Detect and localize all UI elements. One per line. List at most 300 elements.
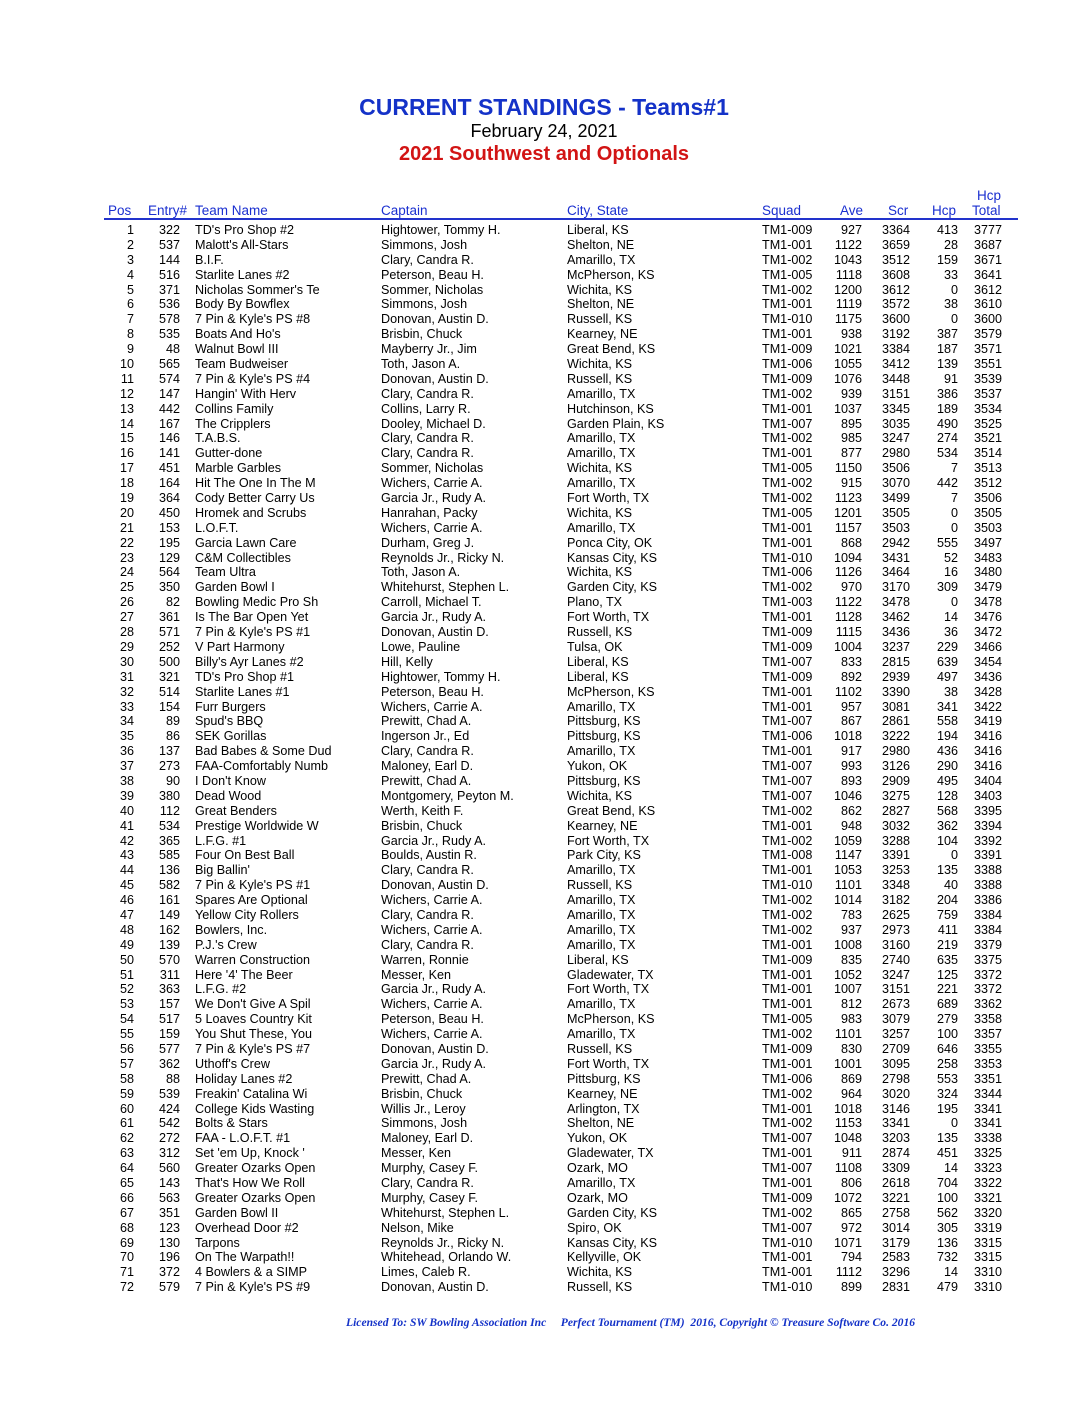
entry-cell: 159 xyxy=(158,1027,180,1042)
squad-cell: TM1-002 xyxy=(762,907,813,922)
hcp-total-cell: 3777 xyxy=(973,223,1002,237)
table-row xyxy=(0,759,1088,774)
entry-cell: 577 xyxy=(158,1041,180,1056)
ave-cell: 1037 xyxy=(833,401,862,416)
squad-cell: TM1-007 xyxy=(762,1161,813,1176)
team-name-cell: You Shut These, You xyxy=(195,1027,312,1042)
hcp-total-cell: 3388 xyxy=(973,878,1002,893)
pos-cell: 72 xyxy=(119,1280,134,1295)
ave-cell: 877 xyxy=(840,446,862,461)
hcp-total-cell: 3641 xyxy=(973,267,1002,282)
squad-cell: TM1-007 xyxy=(762,1220,813,1235)
captain-cell: Messer, Ken xyxy=(381,1146,451,1161)
hcp-cell: 136 xyxy=(936,1235,958,1250)
table-row xyxy=(0,819,1088,834)
hcp-cell: 274 xyxy=(936,431,958,446)
city-state-cell: Kellyville, OK xyxy=(567,1250,642,1265)
captain-cell: Donovan, Austin D. xyxy=(381,371,489,386)
city-state-cell: Wichita, KS xyxy=(567,788,633,803)
squad-cell: TM1-002 xyxy=(762,282,813,297)
squad-cell: TM1-010 xyxy=(762,1280,813,1295)
squad-cell: TM1-001 xyxy=(762,327,813,342)
ave-cell: 937 xyxy=(840,922,862,937)
hcp-total-cell: 3353 xyxy=(973,1056,1002,1071)
hcp-total-cell: 3310 xyxy=(973,1280,1002,1295)
hcp-total-cell: 3454 xyxy=(973,654,1002,669)
scr-cell: 3032 xyxy=(881,818,910,833)
scr-cell: 3151 xyxy=(881,386,910,401)
table-row xyxy=(0,1012,1088,1027)
city-state-cell: Liberal, KS xyxy=(567,654,629,669)
hcp-total-cell: 3428 xyxy=(973,684,1002,699)
hcp-total-cell: 3416 xyxy=(973,729,1002,744)
city-state-cell: Amarillo, TX xyxy=(567,937,636,952)
team-name-cell: Warren Construction xyxy=(195,952,311,967)
ave-cell: 893 xyxy=(840,773,862,788)
scr-cell: 3095 xyxy=(881,1056,910,1071)
ave-cell: 869 xyxy=(840,1071,862,1086)
team-name-cell: Gutter-done xyxy=(195,446,263,461)
hcp-total-cell: 3395 xyxy=(973,803,1002,818)
captain-cell: Sommer, Nicholas xyxy=(381,282,484,297)
hcp-cell: 635 xyxy=(936,952,958,967)
scr-cell: 3288 xyxy=(881,833,910,848)
hcp-cell: 413 xyxy=(936,223,958,237)
team-name-cell: Collins Family xyxy=(195,401,274,416)
entry-cell: 362 xyxy=(158,1056,180,1071)
scr-cell: 2861 xyxy=(881,714,910,729)
hcp-cell: 0 xyxy=(950,595,958,610)
scr-cell: 3464 xyxy=(881,565,910,580)
pos-cell: 48 xyxy=(119,922,134,937)
pos-cell: 44 xyxy=(119,863,134,878)
city-state-cell: Amarillo, TX xyxy=(567,863,636,878)
hcp-cell: 104 xyxy=(936,833,958,848)
captain-cell: Murphy, Casey F. xyxy=(381,1190,479,1205)
captain-cell: Nelson, Mike xyxy=(381,1220,454,1235)
table-row xyxy=(0,253,1088,268)
entry-cell: 372 xyxy=(158,1265,180,1280)
squad-cell: TM1-009 xyxy=(762,1041,813,1056)
table-row xyxy=(0,491,1088,506)
hcp-total-cell: 3521 xyxy=(973,431,1002,446)
entry-cell: 144 xyxy=(158,252,180,267)
hcp-cell: 279 xyxy=(936,1012,958,1027)
pos-cell: 62 xyxy=(119,1131,134,1146)
hcp-cell: 14 xyxy=(943,1265,958,1280)
city-state-cell: Park City, KS xyxy=(567,848,641,863)
city-state-cell: Amarillo, TX xyxy=(567,997,636,1012)
table-row xyxy=(0,387,1088,402)
hcp-total-cell: 3506 xyxy=(973,491,1002,506)
hcp-total-cell: 3341 xyxy=(973,1101,1002,1116)
scr-cell: 3348 xyxy=(881,878,910,893)
captain-cell: Warren, Ronnie xyxy=(381,952,469,967)
ave-cell: 972 xyxy=(840,1220,862,1235)
ave-cell: 964 xyxy=(840,1086,862,1101)
scr-cell: 3020 xyxy=(881,1086,910,1101)
entry-cell: 574 xyxy=(158,371,180,386)
squad-cell: TM1-001 xyxy=(762,401,813,416)
ave-cell: 1053 xyxy=(833,863,862,878)
table-row xyxy=(0,804,1088,819)
entry-cell: 514 xyxy=(158,684,180,699)
ave-cell: 862 xyxy=(840,803,862,818)
hcp-cell: 38 xyxy=(943,684,958,699)
squad-cell: TM1-009 xyxy=(762,669,813,684)
entry-cell: 536 xyxy=(158,297,180,312)
hcp-total-cell: 3480 xyxy=(973,565,1002,580)
hcp-total-cell: 3512 xyxy=(973,476,1002,491)
team-name-cell: Overhead Door #2 xyxy=(195,1220,299,1235)
squad-cell: TM1-007 xyxy=(762,788,813,803)
captain-cell: Wichers, Carrie A. xyxy=(381,1027,483,1042)
hcp-total-cell: 3338 xyxy=(973,1131,1002,1146)
table-row xyxy=(0,283,1088,298)
hcp-cell: 91 xyxy=(943,371,958,386)
pos-cell: 29 xyxy=(119,639,134,654)
pos-cell: 45 xyxy=(119,878,134,893)
hcp-cell: 732 xyxy=(936,1250,958,1265)
city-state-cell: Yukon, OK xyxy=(567,759,628,774)
hcp-total-cell: 3600 xyxy=(973,312,1002,327)
pos-cell: 68 xyxy=(119,1220,134,1235)
entry-cell: 147 xyxy=(158,386,180,401)
squad-cell: TM1-005 xyxy=(762,461,813,476)
city-state-cell: Wichita, KS xyxy=(567,357,633,372)
table-row xyxy=(0,551,1088,566)
ave-cell: 1115 xyxy=(835,625,862,640)
table-row xyxy=(0,1176,1088,1191)
ave-cell: 1102 xyxy=(834,684,862,699)
pos-cell: 38 xyxy=(119,773,134,788)
pos-cell: 25 xyxy=(119,580,134,595)
entry-cell: 139 xyxy=(158,937,180,952)
captain-cell: Peterson, Beau H. xyxy=(381,1012,484,1027)
table-row xyxy=(0,744,1088,759)
hcp-total-cell: 3384 xyxy=(973,922,1002,937)
squad-cell: TM1-006 xyxy=(762,357,813,372)
ave-cell: 812 xyxy=(840,997,862,1012)
city-state-cell: Pittsburg, KS xyxy=(567,1071,641,1086)
hcp-cell: 16 xyxy=(943,565,958,580)
scr-cell: 2758 xyxy=(881,1205,910,1220)
pos-cell: 9 xyxy=(126,342,134,357)
entry-cell: 500 xyxy=(158,654,180,669)
ave-cell: 1118 xyxy=(835,267,862,282)
hcp-cell: 558 xyxy=(936,714,958,729)
ave-cell: 1119 xyxy=(835,297,862,312)
city-state-cell: Wichita, KS xyxy=(567,1265,633,1280)
hcp-total-cell: 3323 xyxy=(973,1161,1002,1176)
pos-cell: 11 xyxy=(120,371,134,386)
team-name-cell: Hit The One In The M xyxy=(195,476,316,491)
ave-cell: 794 xyxy=(840,1250,862,1265)
squad-cell: TM1-001 xyxy=(762,1176,813,1190)
ave-cell: 1001 xyxy=(833,1056,862,1071)
ave-cell: 1018 xyxy=(833,1101,862,1116)
city-state-cell: Pittsburg, KS xyxy=(567,773,641,788)
col-hcp-total-top: Hcp xyxy=(977,188,1002,203)
pos-cell: 60 xyxy=(119,1101,134,1116)
captain-cell: Boulds, Austin R. xyxy=(381,848,477,863)
hcp-cell: 689 xyxy=(936,997,958,1012)
pos-cell: 19 xyxy=(119,491,134,506)
squad-cell: TM1-001 xyxy=(762,520,813,535)
city-state-cell: Russell, KS xyxy=(567,1041,633,1056)
city-state-cell: Kearney, NE xyxy=(567,818,638,833)
captain-cell: Donovan, Austin D. xyxy=(381,1041,489,1056)
ave-cell: 1021 xyxy=(833,342,862,357)
entry-cell: 130 xyxy=(158,1235,180,1250)
pos-cell: 20 xyxy=(119,505,134,520)
entry-cell: 361 xyxy=(158,610,180,625)
scr-cell: 2939 xyxy=(881,669,910,684)
scr-cell: 3448 xyxy=(881,371,910,386)
table-row xyxy=(0,1057,1088,1072)
captain-cell: Peterson, Beau H. xyxy=(381,684,484,699)
pos-cell: 32 xyxy=(119,684,134,699)
hcp-cell: 258 xyxy=(936,1056,958,1071)
entry-cell: 571 xyxy=(158,625,180,640)
hcp-total-cell: 3375 xyxy=(973,952,1002,967)
team-name-cell: Greater Ozarks Open xyxy=(195,1190,316,1205)
squad-cell: TM1-001 xyxy=(762,297,813,312)
pos-cell: 54 xyxy=(119,1012,134,1027)
pos-cell: 46 xyxy=(119,893,134,908)
hcp-total-cell: 3671 xyxy=(973,252,1002,267)
hcp-cell: 194 xyxy=(936,729,958,744)
city-state-cell: Kearney, NE xyxy=(567,1086,638,1101)
ave-cell: 1052 xyxy=(833,967,862,982)
ave-cell: 1201 xyxy=(833,505,862,520)
city-state-cell: Amarillo, TX xyxy=(567,1176,636,1190)
ave-cell: 1175 xyxy=(834,312,862,327)
pos-cell: 65 xyxy=(119,1176,134,1190)
entry-cell: 560 xyxy=(158,1161,180,1176)
pos-cell: 40 xyxy=(119,803,134,818)
ave-cell: 1046 xyxy=(833,788,862,803)
hcp-cell: 52 xyxy=(943,550,958,565)
pos-cell: 17 xyxy=(119,461,134,476)
hcp-total-cell: 3404 xyxy=(973,773,1002,788)
table-row xyxy=(0,953,1088,968)
scr-cell: 3253 xyxy=(881,863,910,878)
hcp-total-cell: 3687 xyxy=(973,237,1002,252)
table-row xyxy=(0,1206,1088,1221)
city-state-cell: Fort Worth, TX xyxy=(567,1056,650,1071)
captain-cell: Willis Jr., Leroy xyxy=(381,1101,466,1116)
city-state-cell: Amarillo, TX xyxy=(567,446,636,461)
hcp-total-cell: 3534 xyxy=(973,401,1002,416)
ave-cell: 1122 xyxy=(834,237,862,252)
squad-cell: TM1-001 xyxy=(762,1146,813,1161)
entry-cell: 196 xyxy=(158,1250,180,1265)
squad-cell: TM1-002 xyxy=(762,922,813,937)
team-name-cell: L.F.G. #2 xyxy=(195,982,247,997)
hcp-total-cell: 3372 xyxy=(973,982,1002,997)
hcp-cell: 497 xyxy=(936,669,958,684)
scr-cell: 3151 xyxy=(881,982,910,997)
entry-cell: 164 xyxy=(158,476,180,491)
captain-cell: Messer, Ken xyxy=(381,967,451,982)
entry-cell: 516 xyxy=(158,267,180,282)
scr-cell: 3170 xyxy=(881,580,910,595)
entry-cell: 380 xyxy=(158,788,180,803)
city-state-cell: Amarillo, TX xyxy=(567,476,636,491)
pos-cell: 18 xyxy=(119,476,134,491)
squad-cell: TM1-007 xyxy=(762,714,813,729)
team-name-cell: Billy's Ayr Lanes #2 xyxy=(195,654,304,669)
pos-cell: 27 xyxy=(119,610,134,625)
pos-cell: 34 xyxy=(119,714,134,729)
city-state-cell: Spiro, OK xyxy=(567,1220,622,1235)
captain-cell: Reynolds Jr., Ricky N. xyxy=(381,1235,505,1250)
table-row xyxy=(0,402,1088,417)
pos-cell: 31 xyxy=(119,669,134,684)
city-state-cell: McPherson, KS xyxy=(567,1012,655,1027)
team-name-cell: Bowling Medic Pro Sh xyxy=(195,595,319,610)
entry-cell: 321 xyxy=(158,669,180,684)
city-state-cell: Russell, KS xyxy=(567,1280,633,1295)
ave-cell: 867 xyxy=(840,714,862,729)
squad-cell: TM1-002 xyxy=(762,431,813,446)
pos-cell: 61 xyxy=(119,1116,134,1131)
team-name-cell: TD's Pro Shop #2 xyxy=(195,223,295,237)
scr-cell: 3600 xyxy=(881,312,910,327)
pos-cell: 12 xyxy=(119,386,134,401)
city-state-cell: Ozark, MO xyxy=(567,1161,628,1176)
pos-cell: 16 xyxy=(119,446,134,461)
team-name-cell: Dead Wood xyxy=(195,788,262,803)
pos-cell: 70 xyxy=(119,1250,134,1265)
city-state-cell: Kearney, NE xyxy=(567,327,638,342)
captain-cell: Collins, Larry R. xyxy=(381,401,471,416)
city-state-cell: Amarillo, TX xyxy=(567,252,636,267)
scr-cell: 3257 xyxy=(881,1027,910,1042)
scr-cell: 3462 xyxy=(881,610,910,625)
pos-cell: 8 xyxy=(126,327,134,342)
entry-cell: 363 xyxy=(158,982,180,997)
captain-cell: Prewitt, Chad A. xyxy=(381,1071,472,1086)
hcp-total-cell: 3416 xyxy=(973,744,1002,759)
squad-cell: TM1-009 xyxy=(762,1190,813,1205)
pos-cell: 1 xyxy=(126,223,134,237)
captain-cell: Lowe, Pauline xyxy=(381,639,461,654)
pos-cell: 21 xyxy=(119,520,134,535)
hcp-cell: 490 xyxy=(936,416,958,431)
scr-cell: 3296 xyxy=(881,1265,910,1280)
captain-cell: Brisbin, Chuck xyxy=(381,327,463,342)
entry-cell: 312 xyxy=(158,1146,180,1161)
hcp-cell: 290 xyxy=(936,759,958,774)
team-name-cell: 7 Pin & Kyle's PS #1 xyxy=(195,878,311,893)
pos-cell: 63 xyxy=(119,1146,134,1161)
hcp-cell: 100 xyxy=(936,1190,958,1205)
team-name-cell: 7 Pin & Kyle's PS #8 xyxy=(195,312,311,327)
city-state-cell: Wichita, KS xyxy=(567,282,633,297)
ave-cell: 970 xyxy=(840,580,862,595)
hcp-cell: 125 xyxy=(936,967,958,982)
hcp-total-cell: 3344 xyxy=(973,1086,1002,1101)
team-name-cell: B.I.F. xyxy=(195,252,224,267)
table-row xyxy=(0,1042,1088,1057)
hcp-total-cell: 3610 xyxy=(973,297,1002,312)
captain-cell: Wichers, Carrie A. xyxy=(381,520,483,535)
city-state-cell: Fort Worth, TX xyxy=(567,982,650,997)
pos-cell: 56 xyxy=(119,1041,134,1056)
scr-cell: 3345 xyxy=(881,401,910,416)
team-name-cell: College Kids Wasting xyxy=(195,1101,315,1116)
city-state-cell: Great Bend, KS xyxy=(567,342,656,357)
squad-cell: TM1-002 xyxy=(762,476,813,491)
team-name-cell: Greater Ozarks Open xyxy=(195,1161,316,1176)
hcp-cell: 324 xyxy=(936,1086,958,1101)
entry-cell: 129 xyxy=(158,550,180,565)
team-name-cell: I Don't Know xyxy=(195,773,267,788)
hcp-total-cell: 3537 xyxy=(973,386,1002,401)
captain-cell: Donovan, Austin D. xyxy=(381,1280,489,1295)
entry-cell: 252 xyxy=(158,639,180,654)
pos-cell: 47 xyxy=(119,907,134,922)
ave-cell: 1147 xyxy=(834,848,862,863)
squad-cell: TM1-002 xyxy=(762,803,813,818)
scr-cell: 3309 xyxy=(881,1161,910,1176)
scr-cell: 2980 xyxy=(881,446,910,461)
team-name-cell: 7 Pin & Kyle's PS #4 xyxy=(195,371,311,386)
squad-cell: TM1-010 xyxy=(762,878,813,893)
pos-cell: 58 xyxy=(119,1071,134,1086)
ave-cell: 1094 xyxy=(833,550,862,565)
hcp-total-cell: 3351 xyxy=(973,1071,1002,1086)
squad-cell: TM1-007 xyxy=(762,654,813,669)
report-date: February 24, 2021 xyxy=(470,121,618,141)
ave-cell: 917 xyxy=(840,744,862,759)
captain-cell: Clary, Candra R. xyxy=(381,386,474,401)
scr-cell: 2618 xyxy=(881,1176,910,1190)
entry-cell: 137 xyxy=(158,744,180,759)
table-row xyxy=(0,1236,1088,1251)
hcp-total-cell: 3539 xyxy=(973,371,1002,386)
ave-cell: 983 xyxy=(840,1012,862,1027)
team-name-cell: Tarpons xyxy=(195,1235,240,1250)
team-name-cell: The Cripplers xyxy=(195,416,271,431)
squad-cell: TM1-001 xyxy=(762,446,813,461)
captain-cell: Garcia Jr., Rudy A. xyxy=(381,982,486,997)
entry-cell: 82 xyxy=(165,595,180,610)
entry-cell: 535 xyxy=(158,327,180,342)
hcp-cell: 534 xyxy=(936,446,958,461)
entry-cell: 537 xyxy=(158,237,180,252)
hcp-cell: 562 xyxy=(936,1205,958,1220)
pos-cell: 36 xyxy=(119,744,134,759)
hcp-cell: 128 xyxy=(936,788,958,803)
scr-cell: 3179 xyxy=(881,1235,910,1250)
team-name-cell: Garden Bowl I xyxy=(195,580,275,595)
col-team-name: Team Name xyxy=(195,203,268,218)
entry-cell: 162 xyxy=(158,922,180,937)
captain-cell: Clary, Candra R. xyxy=(381,1176,474,1190)
scr-cell: 3612 xyxy=(881,282,910,297)
team-name-cell: Bolts & Stars xyxy=(195,1116,268,1131)
city-state-cell: McPherson, KS xyxy=(567,684,655,699)
scr-cell: 2815 xyxy=(881,654,910,669)
scr-cell: 3436 xyxy=(881,625,910,640)
pos-cell: 10 xyxy=(119,357,134,372)
captain-cell: Wichers, Carrie A. xyxy=(381,997,483,1012)
hcp-total-cell: 3379 xyxy=(973,937,1002,952)
team-name-cell: 4 Bowlers & a SIMP xyxy=(195,1265,307,1280)
